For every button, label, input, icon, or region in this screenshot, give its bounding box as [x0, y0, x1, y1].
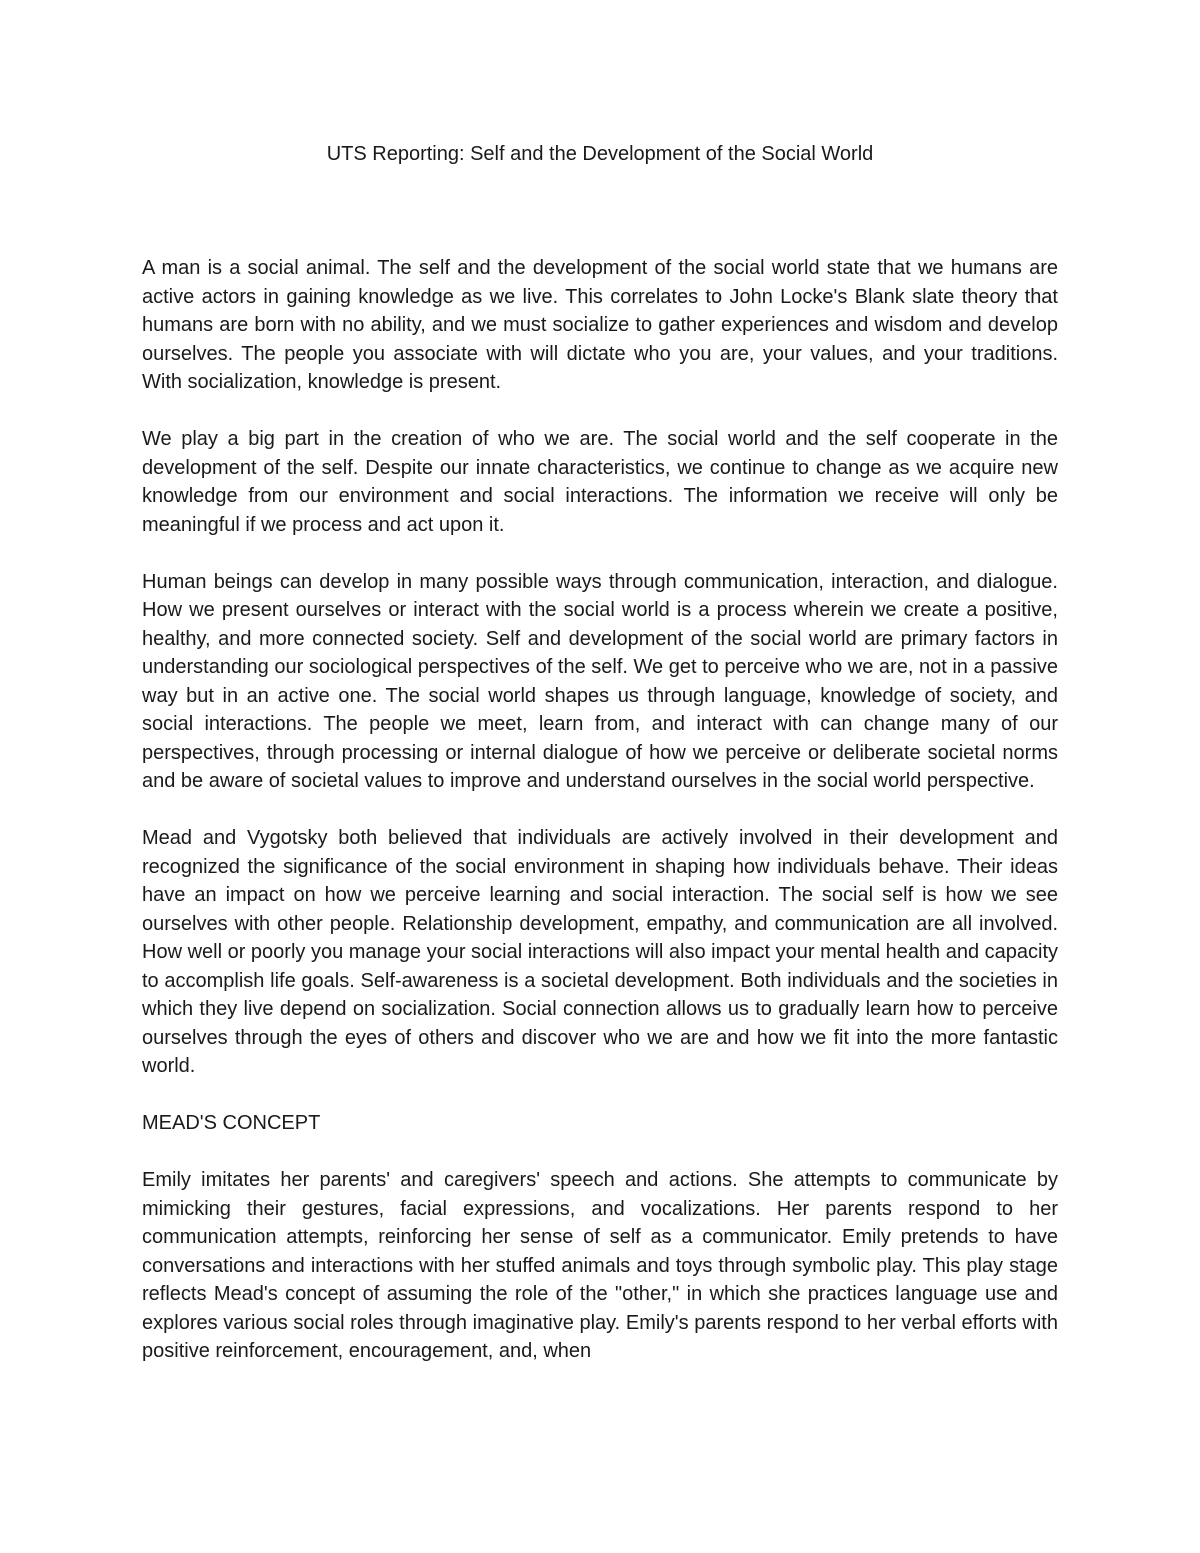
document-body	[142, 254, 1058, 1394]
paragraph-mead-vygotsky: Mead and Vygotsky both believed that individuals are actively involved in their development and recognized the significance of the social environment in shaping how individuals behave. Their ideas have an impact on how we perceive learning and social interaction. The social self is how we see ourselves with other people. Relationship development, empathy, and communication are all involved. How well or poorly you manage your social interactions will also impact your mental health and capacity to accomplish life goals. Self-awareness is a societal development. Both individuals and the societies in which they live depend on socialization. Social connection allows us to gradually learn how to perceive ourselves through the eyes of others and discover who we are and how we fit into the more fantastic world.	[142, 827, 1058, 1077]
paragraph-emily: Emily imitates her parents' and caregivers' speech and actions. She attempts to communicate by mimicking their gestures, facial expressions, and vocalizations. Her parents respond to her communication attempts, reinforcing her sense of self as a communicator. Emily pretends to have conversations and interactions with her stuffed animals and toys through symbolic play. This play stage reflects Mead's concept of assuming the role of the "other," in which she practices language use and explores various social roles through imaginative play. Emily's parents respond to her verbal efforts with positive reinforcement, encouragement, and, when	[142, 1169, 1058, 1362]
paragraph-intro: A man is a social animal. The self and the development of the social world state that we humans are active actors in gaining knowledge as we live. This correlates to John Locke's Blank slate theory that humans are born with no ability, and we must socialize to gather experiences and wisdom and develop ourselves. The people you associate with will dictate who you are, your values, and your traditions. With socialization, knowledge is present.	[142, 257, 1058, 393]
section-heading: MEAD'S CONCEPT	[142, 1112, 321, 1134]
paragraph-human-development: Human beings can develop in many possible ways through communication, interaction, and dialogue. How we present ourselves or interact with the social world is a process wherein we create a positive, healthy, and more connected society. Self and development of the social world are primary factors in understanding our sociological perspectives of the self. We get to perceive who we are, not in a passive way but in an active one. The social world shapes us through language, knowledge of society, and social interactions. The people we meet, learn from, and interact with can change many of our perspectives, through processing or internal dialogue of how we perceive or deliberate societal norms and be aware of societal values to improve and understand ourselves in the social world perspective.	[142, 570, 1058, 792]
paragraph-self-creation: We play a big part in the creation of who we are. The social world and the self cooperate in the development of the self. Despite our innate characteristics, we continue to change as we acquire new knowledge from our environment and social interactions. The information we receive will only be meaningful if we process and act upon it.	[142, 428, 1058, 536]
document-title: UTS Reporting: Self and the Development of the Social World	[326, 143, 874, 165]
